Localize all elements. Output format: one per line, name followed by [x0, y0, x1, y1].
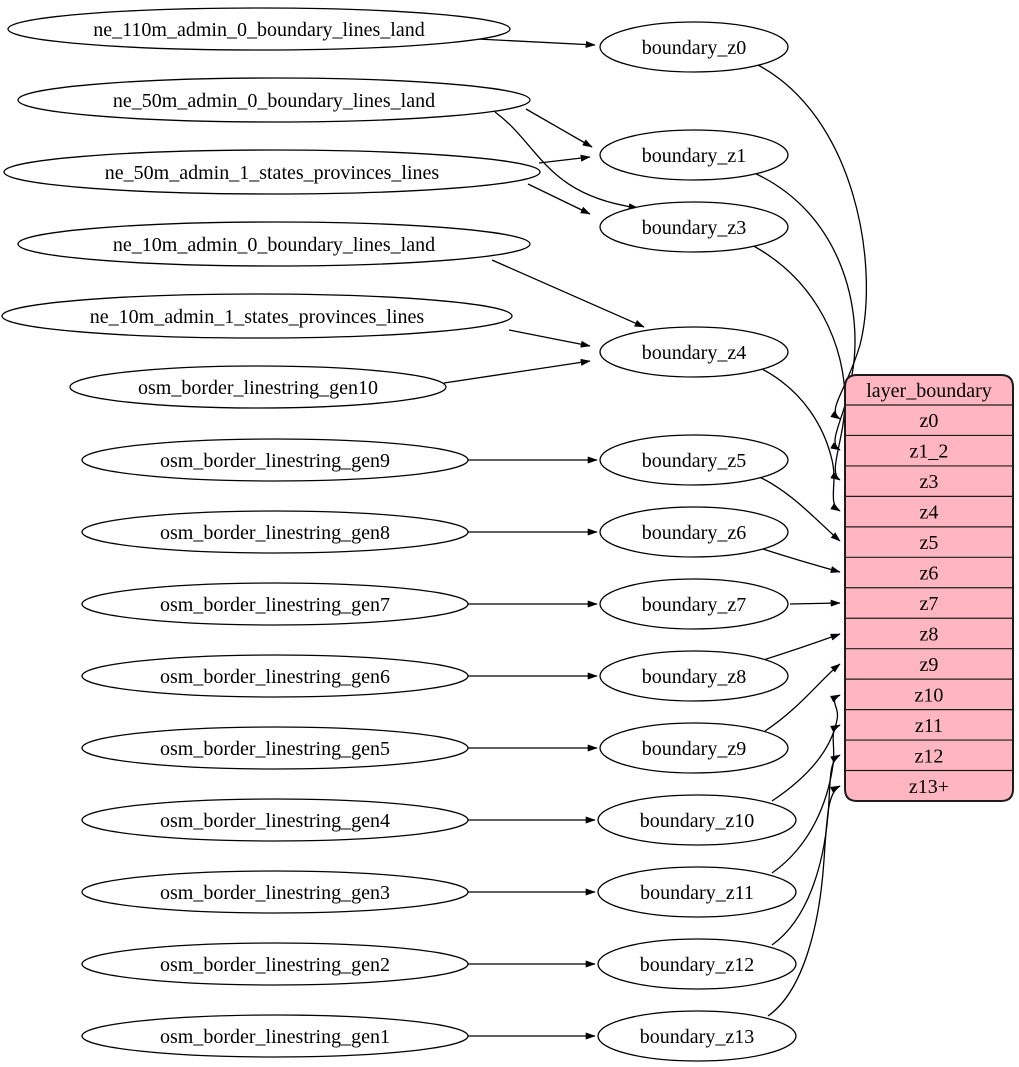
transform-node-boundary_z5: [600, 435, 788, 485]
source-node-osm_border_linestring_gen5: [82, 727, 468, 769]
source-node-osm_border_linestring_gen6: [82, 655, 468, 697]
node-label: boundary_z13: [639, 1026, 755, 1048]
source-node-osm_border_linestring_gen7: [82, 583, 468, 625]
edge-ne_50m_admin_1_states_provinces_lines-to-boundary_z1: [539, 157, 590, 163]
table-row-z3: z3: [919, 471, 939, 494]
node-label: boundary_z6: [641, 522, 747, 544]
edge-boundary_z4-to-row-z4: [758, 367, 840, 511]
node-label: osm_border_linestring_gen3: [160, 882, 390, 904]
node-label: osm_border_linestring_gen7: [160, 594, 390, 616]
source-node-ne_50m_admin_0_boundary_lines_land: [18, 78, 530, 122]
edge-boundary_z7-to-row-z7: [790, 603, 840, 604]
edge-boundary_z8-to-row-z8: [760, 634, 840, 661]
table-row-z12: z12: [914, 745, 944, 768]
transform-node-boundary_z1: [600, 130, 788, 180]
node-label: boundary_z7: [641, 594, 747, 616]
edge-boundary_z6-to-row-z6: [757, 547, 840, 572]
source-node-osm_border_linestring_gen2: [82, 943, 468, 985]
table-row-z9: z9: [919, 653, 939, 676]
transform-node-boundary_z7: [600, 579, 788, 629]
transform-node-boundary_z12: [598, 939, 796, 989]
node-label: boundary_z4: [641, 342, 747, 364]
node-label: osm_border_linestring_gen8: [160, 522, 390, 544]
node-label: boundary_z10: [639, 810, 755, 832]
node-label: ne_50m_admin_0_boundary_lines_land: [112, 90, 436, 112]
node-label: ne_50m_admin_1_states_provinces_lines: [104, 162, 440, 184]
node-label: boundary_z5: [641, 450, 747, 472]
table-row-z0: z0: [919, 410, 939, 433]
edge-osm_border_linestring_gen10-to-boundary_z4: [444, 361, 590, 383]
transform-node-boundary_z3: [600, 202, 788, 252]
table-row-z10: z10: [914, 684, 944, 707]
transform-node-boundary_z0: [600, 22, 788, 72]
table-row-z8: z8: [919, 623, 939, 646]
node-label: boundary_z12: [639, 954, 755, 976]
source-node-osm_border_linestring_gen4: [82, 799, 468, 841]
node-label: boundary_z8: [641, 666, 747, 688]
table-row-z7: z7: [919, 592, 939, 615]
node-label: boundary_z1: [641, 145, 747, 167]
node-label: osm_border_linestring_gen10: [138, 377, 378, 399]
edge-ne_10m_admin_0_boundary_lines_land-to-boundary_z4: [492, 260, 644, 327]
edge-ne_10m_admin_1_states_provinces_lines-to-boundary_z4: [509, 330, 590, 346]
node-label: boundary_z3: [641, 217, 747, 239]
node-label: boundary_z0: [641, 37, 747, 59]
table-row-z5: z5: [919, 532, 939, 555]
source-node-osm_border_linestring_gen3: [82, 871, 468, 913]
table-row-z13+: z13+: [908, 775, 950, 798]
transform-node-boundary_z8: [600, 651, 788, 701]
source-node-osm_border_linestring_gen9: [82, 439, 468, 481]
table-row-z1_2: z1_2: [909, 440, 949, 463]
table-row-z4: z4: [919, 501, 939, 524]
source-node-ne_10m_admin_1_states_provinces_lines: [2, 294, 512, 338]
edge-ne_50m_admin_0_boundary_lines_land-to-boundary_z1: [526, 109, 592, 147]
edge-boundary_z12-to-row-z12: [772, 755, 840, 945]
source-node-ne_50m_admin_1_states_provinces_lines: [4, 150, 540, 194]
node-label: ne_10m_admin_0_boundary_lines_land: [112, 234, 436, 256]
source-node-ne_10m_admin_0_boundary_lines_land: [18, 222, 530, 266]
node-label: osm_border_linestring_gen6: [160, 666, 390, 688]
table-row-z6: z6: [919, 562, 939, 585]
node-label: ne_10m_admin_1_states_provinces_lines: [89, 306, 425, 328]
transform-node-boundary_z11: [598, 867, 796, 917]
source-node-ne_110m_admin_0_boundary_lines_land: [8, 8, 510, 50]
transform-node-boundary_z13: [598, 1011, 796, 1061]
transform-node-boundary_z9: [600, 723, 788, 773]
node-label: ne_110m_admin_0_boundary_lines_land: [93, 19, 425, 41]
edge-ne_50m_admin_1_states_provinces_lines-to-boundary_z3: [528, 184, 590, 214]
node-label: boundary_z9: [641, 738, 747, 760]
node-label: osm_border_linestring_gen1: [160, 1026, 390, 1048]
transform-node-boundary_z4: [600, 327, 788, 377]
node-label: osm_border_linestring_gen2: [160, 954, 390, 976]
transform-node-boundary_z10: [598, 795, 796, 845]
node-label: osm_border_linestring_gen5: [160, 738, 390, 760]
node-label: boundary_z11: [640, 882, 754, 904]
source-node-osm_border_linestring_gen8: [82, 511, 468, 553]
table-row-z11: z11: [914, 714, 944, 737]
layer-table-title: layer_boundary: [866, 380, 992, 402]
transform-node-boundary_z6: [600, 507, 788, 557]
layer-table: [845, 375, 1013, 801]
source-node-osm_border_linestring_gen1: [82, 1015, 468, 1057]
node-label: osm_border_linestring_gen4: [160, 810, 390, 832]
source-node-osm_border_linestring_gen10: [70, 366, 446, 408]
node-label: osm_border_linestring_gen9: [160, 450, 390, 472]
